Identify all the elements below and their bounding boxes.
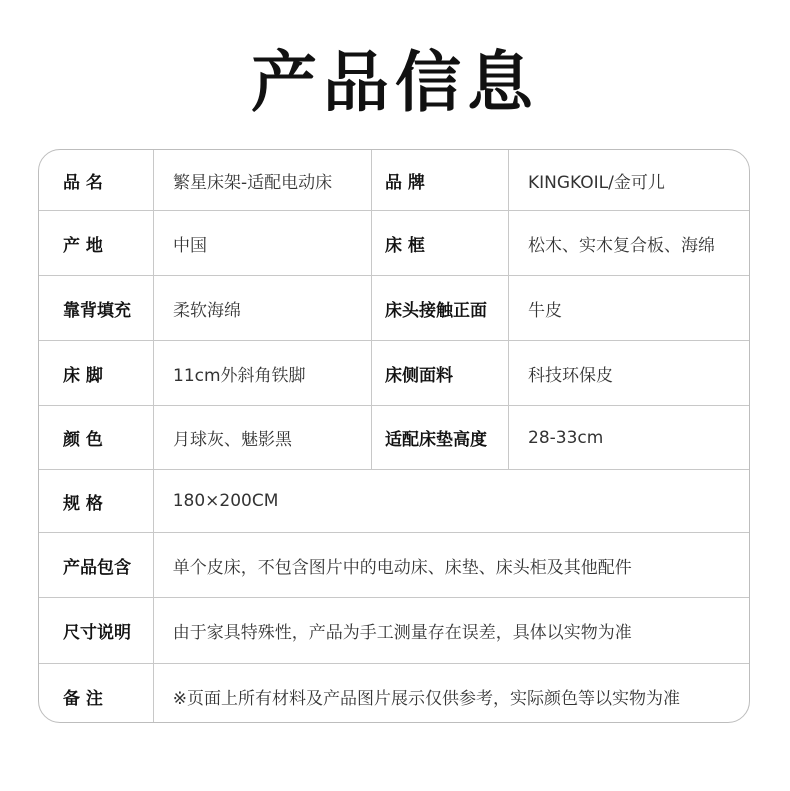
value-color: 月球灰、魅影黑	[154, 406, 372, 469]
label-headboard-front: 床头接触正面	[372, 276, 509, 340]
label-bed-frame: 床 框	[372, 211, 509, 275]
table-row-remarks	[39, 664, 749, 723]
value-bed-frame: 松木、实木复合板、海绵	[528, 235, 715, 256]
table-row-legs	[39, 341, 749, 406]
value-size: 180×200CM	[172, 491, 279, 511]
label-package-contents: 产品包含	[39, 533, 154, 597]
label-color: 颜 色	[39, 406, 154, 469]
value-remarks: ※页面上所有材料及产品图片展示仅供参考，实际颜色等以实物为准	[172, 688, 680, 709]
table-row-backrest	[39, 276, 749, 341]
table-row-size	[39, 470, 749, 533]
value-backrest-filling: 柔软海绵	[154, 276, 372, 340]
value-side-fabric: 科技环保皮	[528, 365, 613, 386]
value-package-contents: 单个皮床，不包含图片中的电动床、床垫、床头柜及其他配件	[172, 557, 632, 578]
label-size: 规 格	[39, 470, 154, 532]
label-mattress-height: 适配床垫高度	[372, 406, 509, 469]
value-product-name: 繁星床架-适配电动床	[154, 150, 372, 210]
value-mattress-height: 28-33cm	[528, 427, 604, 448]
label-backrest-filling: 靠背填充	[39, 276, 154, 340]
table-row-product-name	[39, 150, 749, 211]
table-row-package	[39, 533, 749, 598]
value-bed-legs: 11cm外斜角铁脚	[154, 341, 372, 405]
value-headboard-front: 牛皮	[528, 300, 562, 321]
table-row-color	[39, 406, 749, 470]
label-size-note: 尺寸说明	[39, 598, 154, 663]
label-bed-legs: 床 脚	[39, 341, 154, 405]
value-origin: 中国	[154, 211, 372, 275]
value-size-note: 由于家具特殊性，产品为手工测量存在误差，具体以实物为准	[172, 623, 632, 643]
label-remarks: 备 注	[39, 664, 154, 723]
table-row-size-note	[39, 598, 749, 664]
label-origin: 产 地	[39, 211, 154, 275]
table-row-origin	[39, 211, 749, 276]
label-product-name: 品 名	[39, 150, 154, 210]
label-brand: 品 牌	[372, 150, 509, 210]
page-title: 产品信息	[251, 44, 539, 121]
label-side-fabric: 床侧面料	[372, 341, 509, 405]
product-info-table	[38, 149, 750, 723]
value-brand: KINGKOIL/金可儿	[528, 172, 665, 193]
